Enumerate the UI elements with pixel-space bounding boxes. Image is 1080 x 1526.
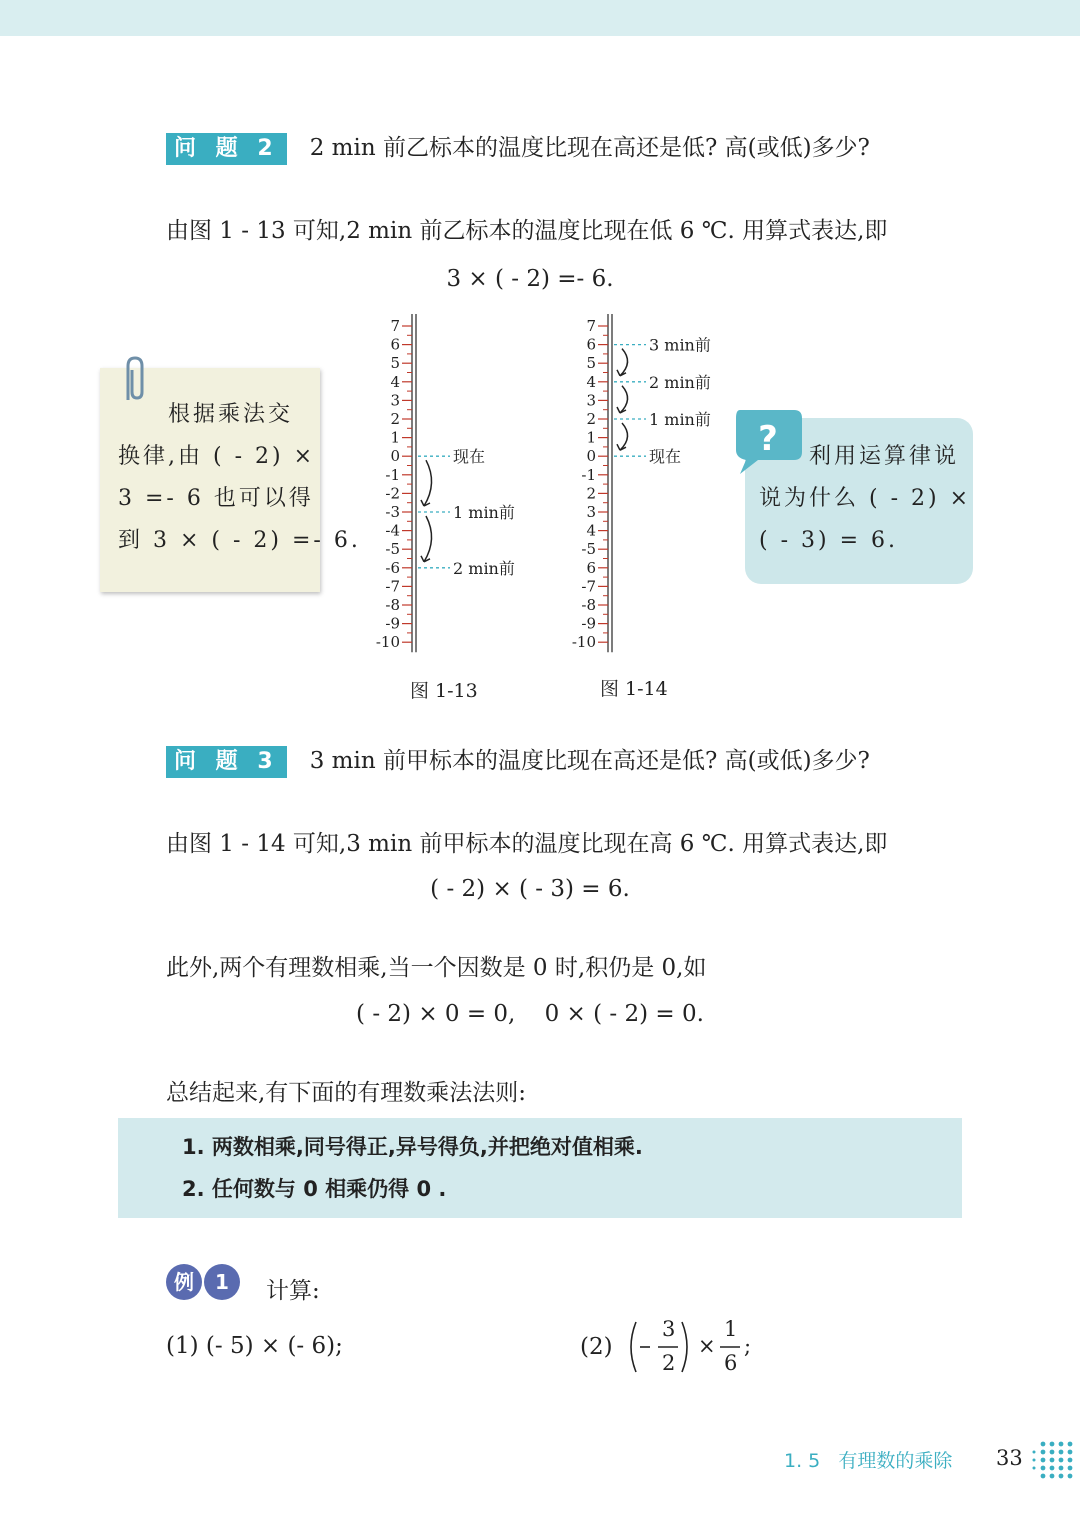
ruler-tick-label: -10 bbox=[375, 633, 400, 652]
example-instruction: 计算: bbox=[266, 1278, 320, 1304]
bubble-line: 说为什么 ( - 2) × bbox=[759, 486, 972, 511]
dot bbox=[1059, 1458, 1064, 1463]
jump-arrow bbox=[424, 460, 432, 506]
marker-label: 现在 bbox=[453, 447, 486, 467]
ruler-tick-label: 5 bbox=[390, 354, 400, 373]
dot bbox=[1041, 1474, 1046, 1479]
figure-1-13 bbox=[376, 314, 515, 652]
dot bbox=[1059, 1442, 1064, 1447]
dot-grid-icon bbox=[1028, 1440, 1080, 1480]
dot bbox=[1041, 1466, 1046, 1471]
problem3-header bbox=[166, 746, 870, 778]
example-item-2 bbox=[580, 1316, 770, 1376]
marker-label: 2 min前 bbox=[453, 558, 515, 578]
ruler-tick-label: 1 bbox=[390, 428, 400, 447]
dot bbox=[1068, 1442, 1073, 1447]
problem2-badge: 问 题 2 bbox=[166, 133, 287, 165]
dot bbox=[1050, 1458, 1055, 1463]
marker-label: 2 min前 bbox=[649, 372, 711, 392]
ruler-tick-label: -7 bbox=[581, 577, 596, 596]
figure14-caption: 图 1-14 bbox=[600, 678, 668, 700]
ruler-tick-label: 1 bbox=[586, 428, 596, 447]
footer-section: 1. 5 有理数的乘除 bbox=[784, 1450, 953, 1472]
ruler-tick-label: -1 bbox=[385, 465, 400, 484]
dot bbox=[1041, 1450, 1046, 1455]
ruler-tick-label: 4 bbox=[390, 372, 400, 391]
ruler-tick-label: 6 bbox=[586, 335, 596, 354]
problem3-answer: 由图 1 - 14 可知,3 min 前甲标本的温度比现在高 6 ℃. 用算式表达,即 bbox=[166, 831, 888, 857]
ruler-tick-label: 3 bbox=[390, 391, 400, 410]
zero-case-formula: ( - 2) × 0 = 0, 0 × ( - 2) = 0. bbox=[356, 1001, 704, 1027]
problem3-badge: 问 题 3 bbox=[166, 746, 287, 778]
example-badge bbox=[166, 1264, 242, 1300]
ruler-tick-label: 2 bbox=[586, 484, 596, 503]
dot bbox=[1033, 1459, 1036, 1462]
example-badge-num: 1 bbox=[204, 1264, 240, 1300]
ruler-tick-label: -3 bbox=[385, 503, 400, 521]
item2-end: ; bbox=[744, 1334, 752, 1358]
ruler-tick-label: 7 bbox=[586, 317, 596, 335]
item2-numerator-2: 1 bbox=[724, 1317, 738, 1341]
ruler-tick-label: -7 bbox=[385, 577, 400, 596]
ruler-tick-label: 6 bbox=[586, 558, 596, 577]
zero-case-text: 此外,两个有理数相乘,当一个因数是 0 时,积仍是 0,如 bbox=[166, 955, 707, 981]
ruler-tick-label: -2 bbox=[385, 484, 400, 503]
marker-label: 1 min前 bbox=[649, 410, 711, 429]
problem3-formula: ( - 2) × ( - 3) = 6. bbox=[430, 876, 630, 902]
jump-arrow bbox=[620, 349, 628, 376]
paperclip-icon bbox=[116, 354, 150, 404]
ruler-tick-label: -1 bbox=[581, 465, 596, 484]
example-badge-char: 例 bbox=[166, 1264, 202, 1300]
page-number: 33 bbox=[996, 1446, 1023, 1470]
ruler-tick-label: -9 bbox=[385, 614, 400, 633]
dot bbox=[1059, 1474, 1064, 1479]
jump-arrow bbox=[620, 423, 628, 450]
dot bbox=[1050, 1450, 1055, 1455]
ruler-tick-label: 7 bbox=[390, 317, 400, 335]
marker-label: 现在 bbox=[649, 447, 682, 467]
dot bbox=[1068, 1474, 1073, 1479]
dot bbox=[1059, 1466, 1064, 1471]
dot bbox=[1033, 1467, 1036, 1470]
ruler-tick-label: -5 bbox=[581, 540, 596, 559]
ruler-tick-label: -8 bbox=[581, 596, 596, 614]
dot bbox=[1068, 1466, 1073, 1471]
svg-text:?: ? bbox=[758, 419, 778, 459]
dot bbox=[1041, 1458, 1046, 1463]
figures bbox=[360, 306, 740, 706]
dot bbox=[1050, 1442, 1055, 1447]
item2-denominator: 2 bbox=[662, 1351, 676, 1375]
note-line: 换律,由 ( - 2) × bbox=[118, 444, 315, 469]
bubble-line: 利用运算律说 bbox=[809, 444, 960, 469]
rule-item: 2. 任何数与 0 相乘仍得 0 . bbox=[182, 1177, 447, 1201]
ruler-tick-label: 2 bbox=[390, 410, 400, 428]
problem3-question: 3 min 前甲标本的温度比现在高还是低? 高(或低)多少? bbox=[309, 748, 870, 774]
ruler-tick-label: -5 bbox=[385, 540, 400, 559]
ruler-tick-label: 4 bbox=[586, 521, 596, 540]
item2-times: × bbox=[698, 1334, 716, 1358]
rule-item: 1. 两数相乘,同号得正,异号得负,并把绝对值相乘. bbox=[182, 1135, 643, 1159]
ruler-tick-label: 3 bbox=[586, 503, 596, 521]
ruler-tick-label: -9 bbox=[581, 614, 596, 633]
item2-denominator-2: 6 bbox=[724, 1351, 738, 1375]
note-line: 根据乘法交 bbox=[168, 402, 294, 427]
question-mark-icon bbox=[730, 402, 806, 478]
dot bbox=[1068, 1450, 1073, 1455]
problem2-answer: 由图 1 - 13 可知,2 min 前乙标本的温度比现在低 6 ℃. 用算式表达,即 bbox=[166, 218, 888, 244]
example-item-1: (1) (- 5) × (- 6); bbox=[166, 1333, 343, 1359]
ruler-tick-label: 5 bbox=[586, 354, 596, 373]
top-band bbox=[0, 0, 1080, 36]
item2-prefix: (2) bbox=[580, 1334, 613, 1360]
item2-numerator: 3 bbox=[662, 1317, 676, 1341]
problem2-question: 2 min 前乙标本的温度比现在高还是低? 高(或低)多少? bbox=[309, 135, 870, 161]
figure-1-14 bbox=[572, 314, 711, 652]
bubble-line: ( - 3) = 6. bbox=[759, 528, 898, 553]
ruler-tick-label: -10 bbox=[571, 633, 596, 652]
jump-arrow bbox=[424, 516, 432, 562]
note-line: 3 =- 6 也可以得 bbox=[118, 486, 314, 511]
ruler-tick-label: -6 bbox=[385, 558, 400, 577]
ruler-tick-label: 4 bbox=[586, 372, 596, 391]
dot bbox=[1041, 1442, 1046, 1447]
problem2-header bbox=[166, 133, 870, 165]
ruler-tick-label: 0 bbox=[390, 447, 400, 466]
figure13-caption: 图 1-13 bbox=[410, 680, 478, 702]
rule-box bbox=[118, 1118, 962, 1218]
dot bbox=[1050, 1466, 1055, 1471]
dot bbox=[1033, 1451, 1036, 1454]
note-line: 到 3 × ( - 2) =- 6. bbox=[118, 528, 361, 553]
summary-intro: 总结起来,有下面的有理数乘法法则: bbox=[166, 1080, 527, 1106]
ruler-tick-label: 6 bbox=[390, 335, 400, 354]
ruler-tick-label: 0 bbox=[586, 447, 596, 466]
ruler-tick-label: -8 bbox=[385, 596, 400, 614]
ruler-tick-label: 3 bbox=[586, 391, 596, 410]
marker-label: 3 min前 bbox=[649, 335, 711, 355]
jump-arrow bbox=[620, 386, 628, 413]
dot bbox=[1068, 1458, 1073, 1463]
problem2-formula: 3 × ( - 2) =- 6. bbox=[446, 266, 614, 292]
dot bbox=[1050, 1474, 1055, 1479]
marker-label: 1 min前 bbox=[453, 503, 515, 522]
dot bbox=[1059, 1450, 1064, 1455]
ruler-tick-label: -4 bbox=[385, 521, 400, 540]
ruler-tick-label: 2 bbox=[586, 410, 596, 428]
